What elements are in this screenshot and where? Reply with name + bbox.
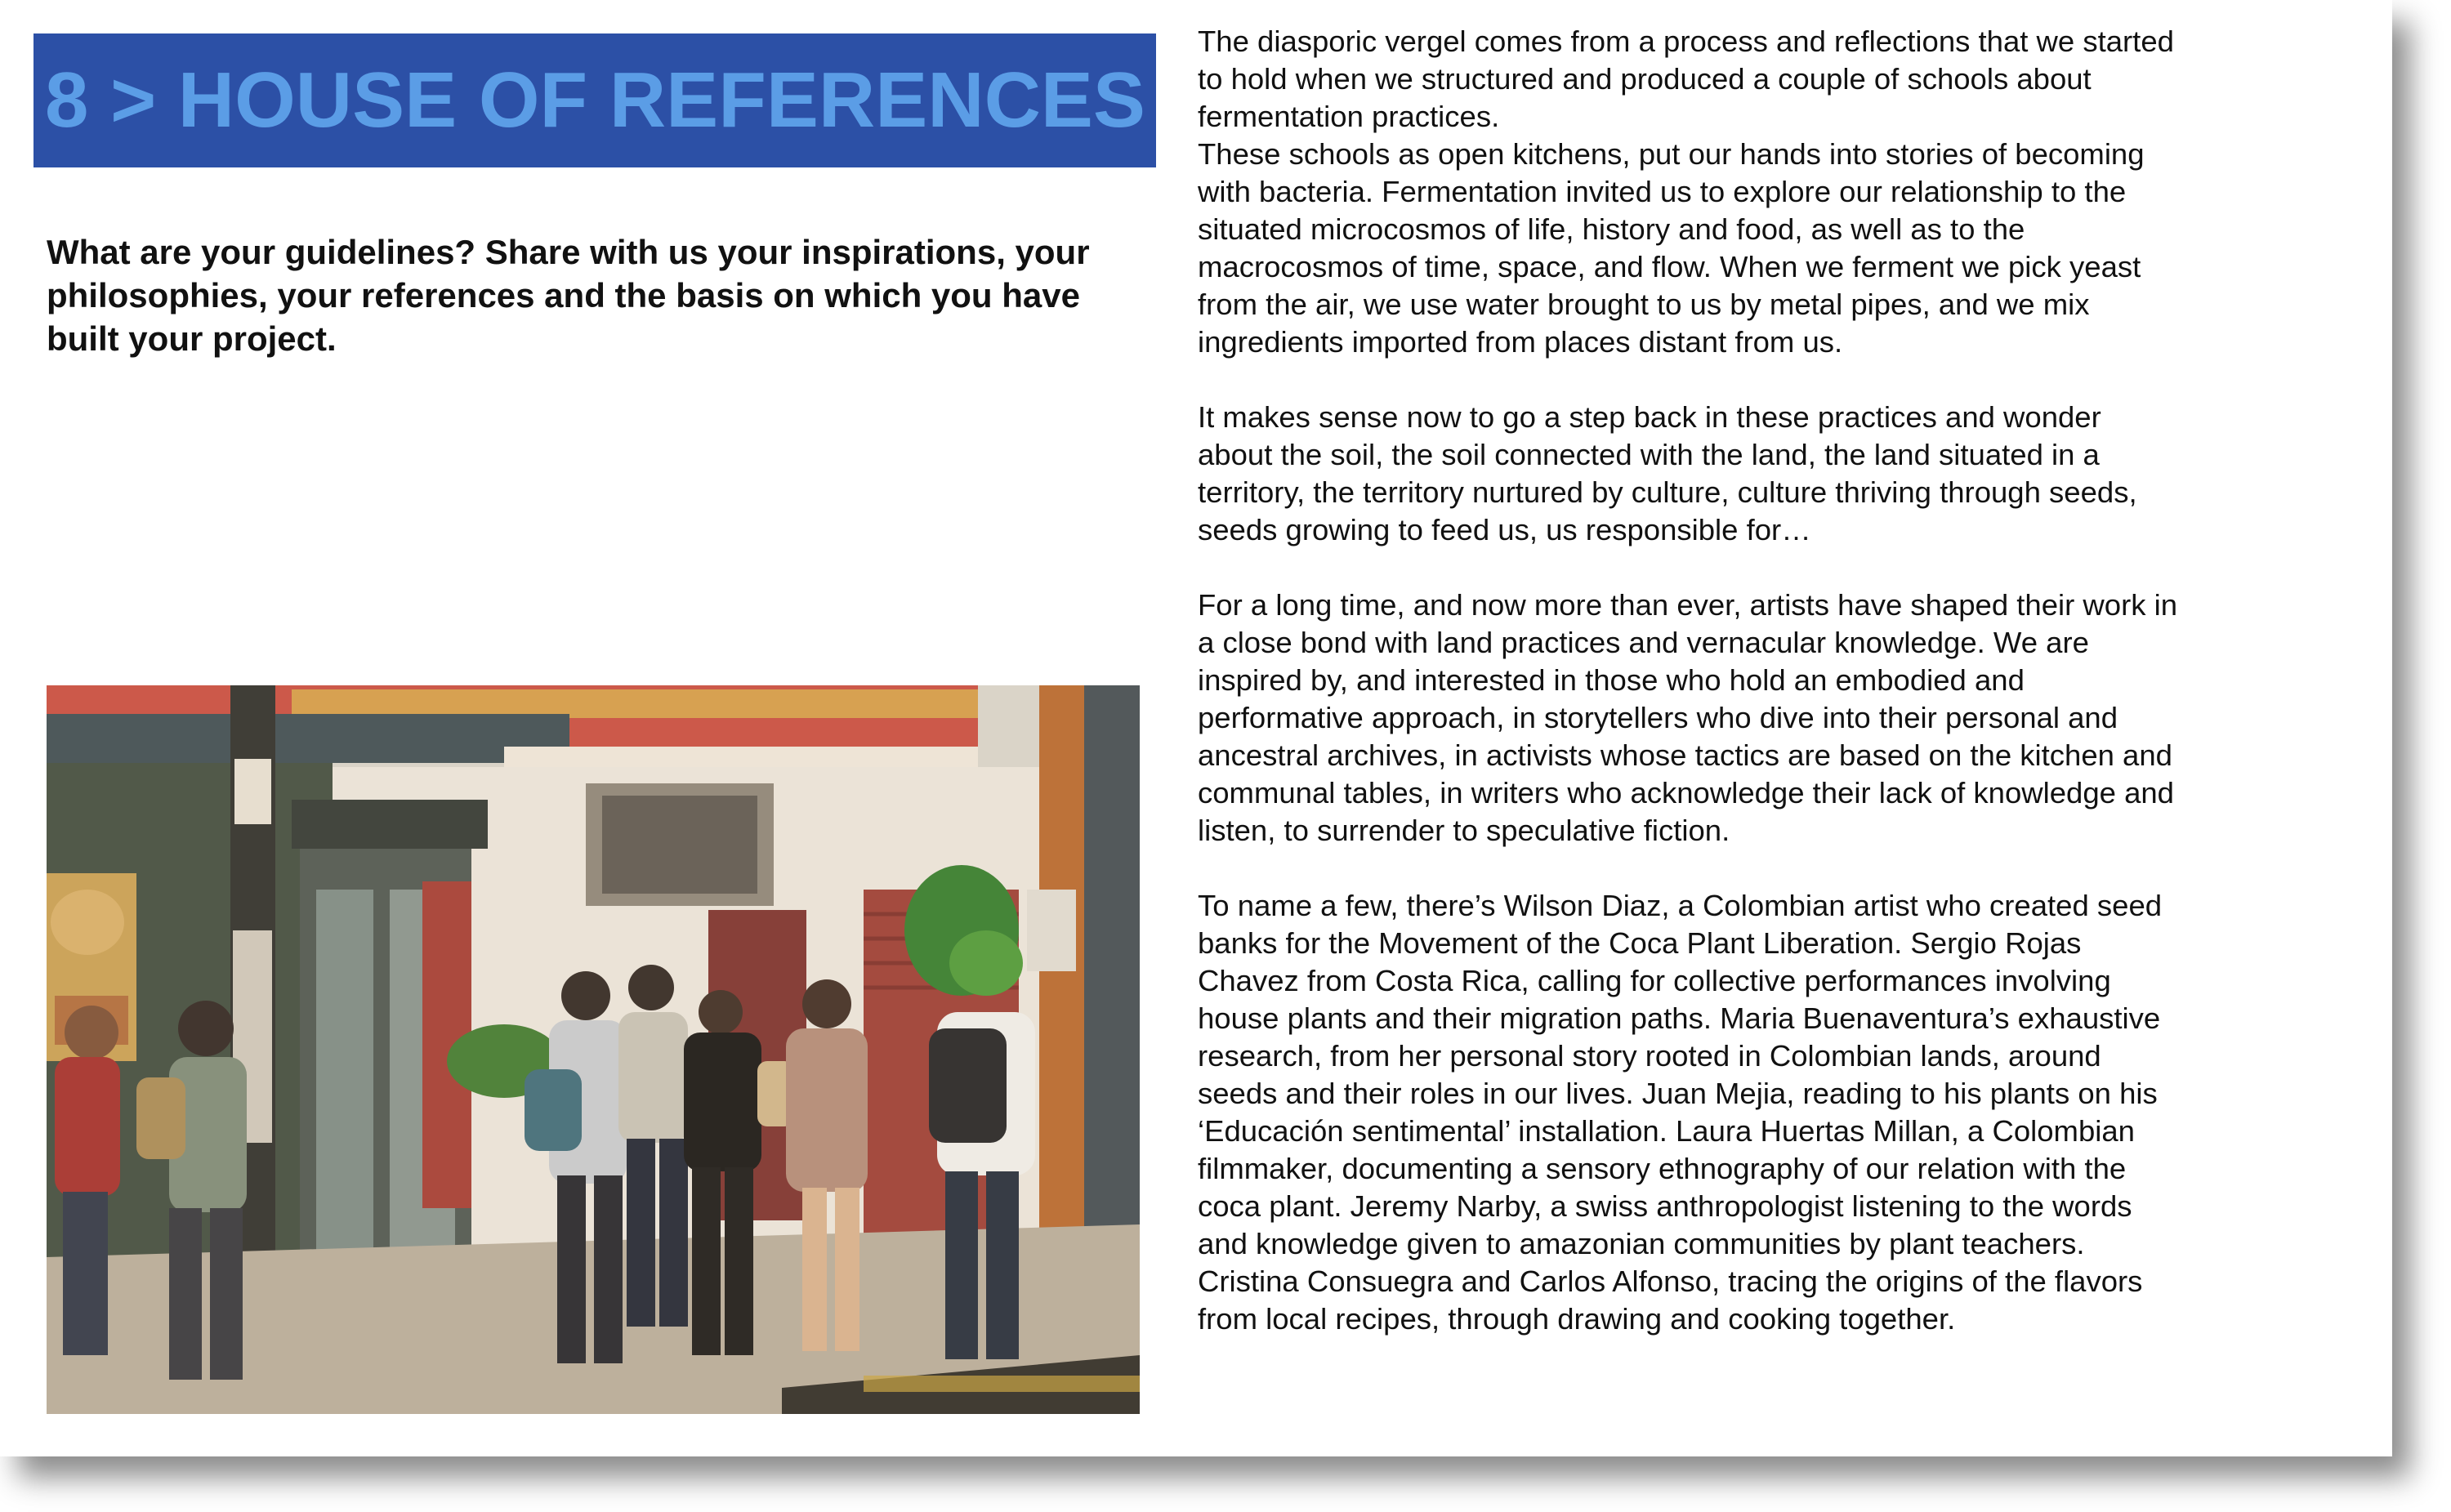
- section-title: 8 > HOUSE OF REFERENCES: [45, 56, 1145, 144]
- body-text-column: [1198, 23, 2178, 1338]
- guideline-question: What are your guidelines? Share with us your inspirations, your philosophies, your references and the basis on which you have built your project.: [47, 233, 1090, 358]
- street-photo: [47, 685, 1140, 1414]
- paragraph-5: To name a few, there’s Wilson Diaz, a Colombian artist who created seed banks for the Movement of the Coca Plant Liberation. Sergio Rojas Chavez from Costa Rica, calling for collective performances involving house plants and their migration paths. Maria Buenaventura’s exhaustive research, from her personal story rooted in Colombian lands, around seeds and their roles in our lives. Juan Mejia, reading to his plants on his ‘Educación sentimental’ installation. Laura Huertas Millan, a Colombian filmmaker, documenting a sensory ethnography of our relation with the coca plant. Jeremy Narby, a swiss anthropologist listening to the words and knowledge given to amazonian communities by plant teachers. Cristina Consuegra and Carlos Alfonso, tracing the origins of the flavors from local recipes, through drawing and cooking together.: [1198, 889, 2163, 1336]
- title-banner: [33, 33, 1156, 167]
- paragraph-1: The diasporic vergel comes from a process and reflections that we started to hold when we structured and produced a couple of schools about fermentation practices.: [1198, 25, 2174, 133]
- paragraph-2: These schools as open kitchens, put our hands into stories of becoming with bacteria. Fermentation invited us to explore our relationship to the situated microcosmos of life, history and food, as well as to the macrocosmos of time, space, and flow. When we ferment we pick yeast from the air, we use water brought to us by metal pipes, and we mix ingredients imported from places distant from us.: [1198, 137, 2145, 359]
- paragraph-4: For a long time, and now more than ever, artists have shaped their work in a close bond with land practices and vernacular knowledge. We are inspired by, and interested in those who hold an embodied and performative approach, in storytellers who dive into their personal and ancestral archives, in activists whose tactics are based on the kitchen and communal tables, in writers who acknowledge their lack of knowledge and listen, to surrender to speculative fiction.: [1198, 588, 2178, 847]
- paragraph-3: It makes sense now to go a step back in these practices and wonder about the soil, the soil connected with the land, the land situated in a territory, the territory nurtured by culture, culture thriving through seeds, seeds growing to feed us, us responsible for…: [1198, 400, 2137, 546]
